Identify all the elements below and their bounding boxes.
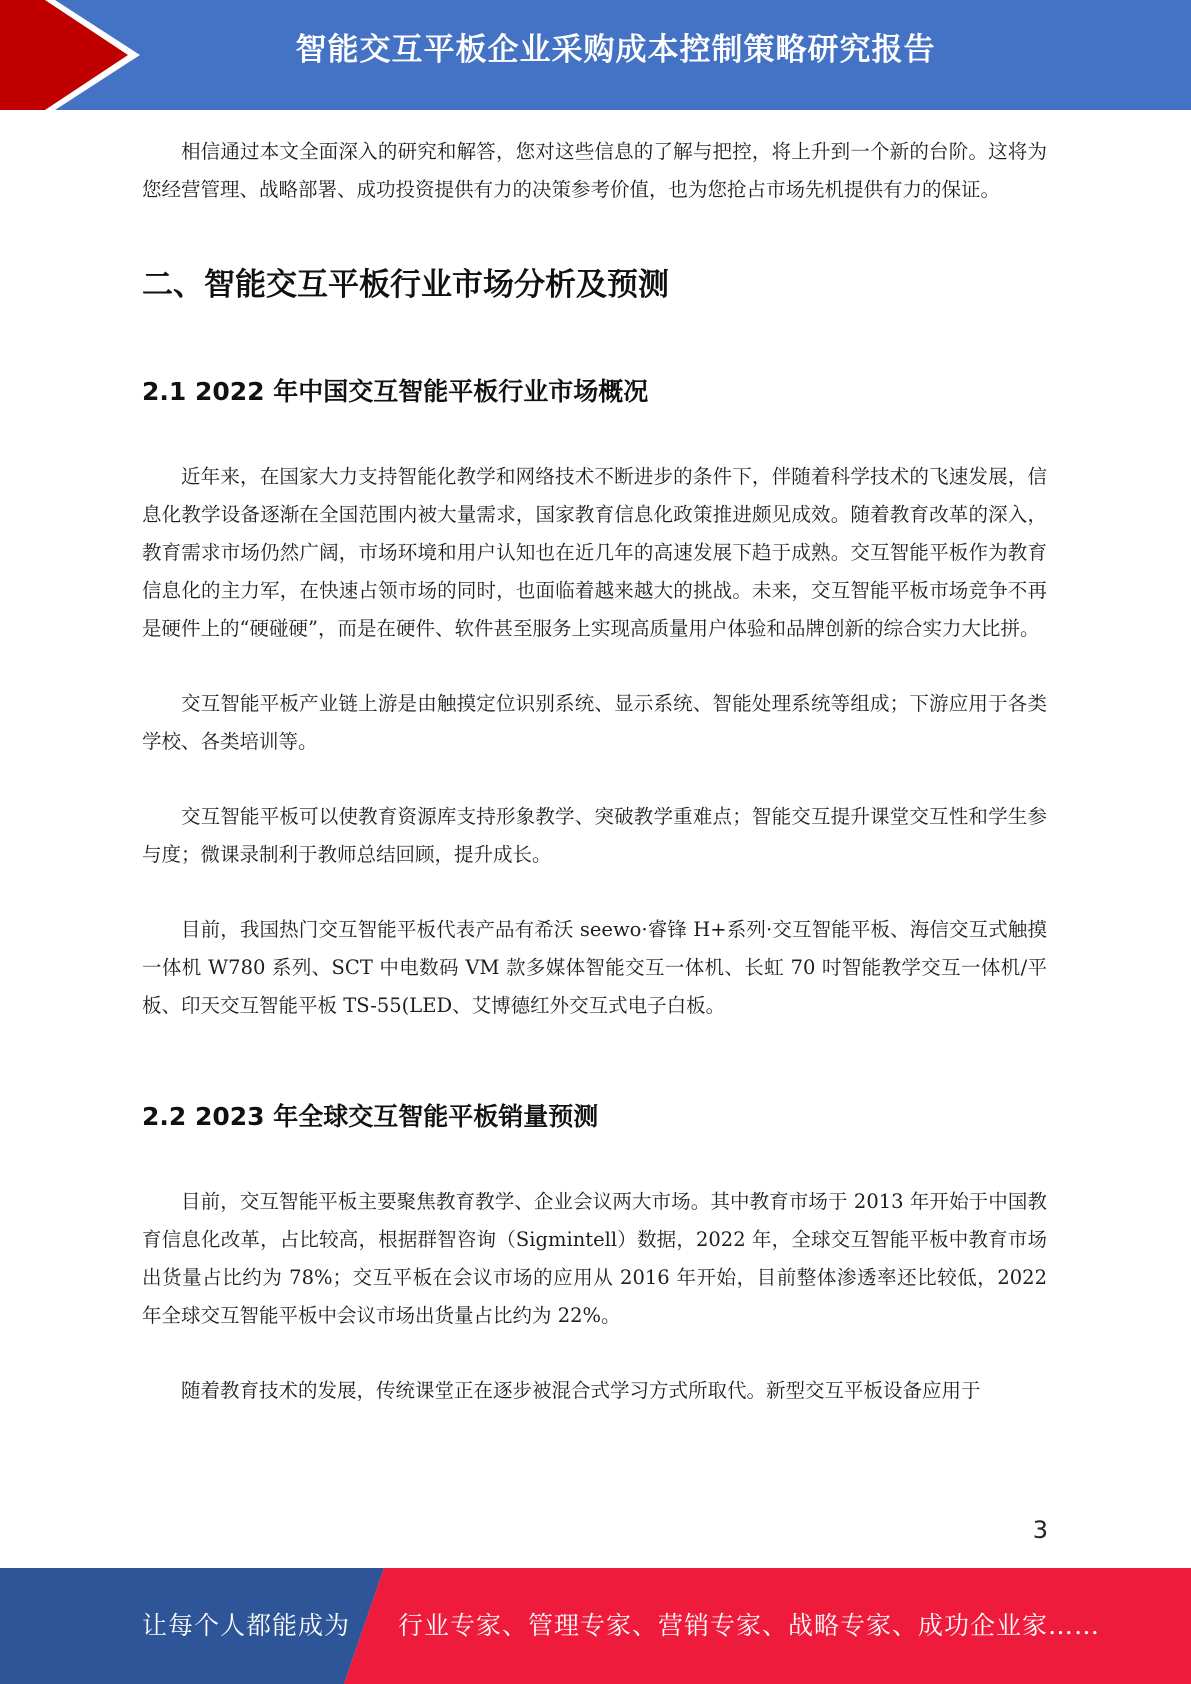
- page-number: 3: [1032, 1516, 1048, 1544]
- footer-banner: [0, 1568, 1191, 1684]
- document-body: [142, 133, 1047, 1410]
- report-title: 智能交互平板企业采购成本控制策略研究报告: [295, 32, 936, 68]
- header-banner: [0, 0, 1191, 110]
- paragraph: 交互智能平板可以使教育资源库支持形象教学、突破教学重难点；智能交互提升课堂交互性和学生参与度；微课录制利于教师总结回顾，提升成长。: [142, 805, 1047, 866]
- paragraph: 交互智能平板产业链上游是由触摸定位识别系统、显示系统、智能处理系统等组成；下游应用于各类学校、各类培训等。: [142, 692, 1047, 753]
- paragraph: 近年来，在国家大力支持智能化教学和网络技术不断进步的条件下，伴随着科学技术的飞速发展，信息化教学设备逐渐在全国范围内被大量需求，国家教育信息化政策推进颇见成效。随着教育改革的深入，教育需求市场仍然广阔，市场环境和用户认知也在近几年的高速发展下趋于成熟。交互智能平板作为教育信息化的主力军，在快速占领市场的同时，也面临着越来越大的挑战。未来，交互智能平板市场竞争不再是硬件上的“硬碰硬”，而是在硬件、软件甚至服务上实现高质量用户体验和品牌创新的综合实力大比拼。: [142, 465, 1047, 640]
- paragraph: 随着教育技术的发展，传统课堂正在逐步被混合式学习方式所取代。新型交互平板设备应用于: [181, 1379, 981, 1402]
- subsection-heading-2-1: 2.1 2022 年中国交互智能平板行业市场概况: [142, 377, 649, 406]
- intro-paragraph: 相信通过本文全面深入的研究和解答，您对这些信息的了解与把控，将上升到一个新的台阶。这将为您经营管理、战略部署、成功投资提供有力的决策参考价值，也为您抢占市场先机提供有力的保证。: [142, 140, 1047, 201]
- paragraph: 目前，我国热门交互智能平板代表产品有希沃 seewo·睿锋 H+系列·交互智能平板、海信交互式触摸一体机 W780 系列、SCT 中电数码 VM 款多媒体智能交互一体机、长虹 70 吋智能教学交互一体机/平板、印天交互智能平板 TS-55(LED、艾博德红外交互式电子白板。: [142, 918, 1047, 1017]
- paragraph: 目前，交互智能平板主要聚焦教育教学、企业会议两大市场。其中教育市场于 2013 年开始于中国教育信息化改革，占比较高，根据群智咨询（Sigmintell）数据，2022 年，全球交互智能平板中教育市场出货量占比约为 78%；交互平板在会议市场的应用从 2016 年开始，目前整体渗透率还比较低，2022 年全球交互智能平板中会议市场出货量占比约为 22%。: [142, 1190, 1047, 1327]
- subsection-heading-2-2: 2.2 2023 年全球交互智能平板销量预测: [142, 1102, 599, 1131]
- footer-slogan-left: 让每个人都能成为: [142, 1611, 351, 1640]
- footer-slogan-right: 行业专家、管理专家、营销专家、战略专家、成功企业家……: [398, 1611, 1101, 1640]
- section-heading: 二、智能交互平板行业市场分析及预测: [142, 267, 669, 303]
